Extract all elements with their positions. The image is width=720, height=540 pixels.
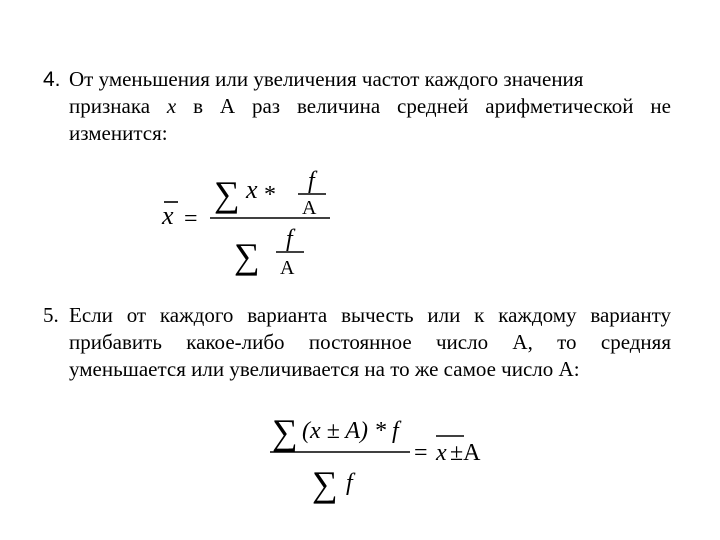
variable-x: x	[166, 94, 177, 118]
numerator-sigma: ∑	[272, 412, 298, 452]
denominator-f: f	[286, 226, 293, 252]
denominator-a: A	[280, 257, 295, 279]
property-item-4	[43, 66, 671, 147]
numerator-x: x	[246, 175, 258, 204]
denominator-sigma: ∑	[234, 236, 260, 276]
item-text-part: в А раз величина средней арифметической не изменится:	[69, 94, 671, 145]
item-text	[69, 66, 671, 147]
denominator-f: f	[346, 470, 353, 496]
numerator-f: f	[308, 168, 315, 194]
formula-equals: =	[184, 206, 198, 232]
denominator-sigma: ∑	[312, 464, 338, 504]
item-text: Если от каждого варианта вычесть или к каждому варианту прибавить какое-либо постоянное число А, то средняя уменьшается или увеличивается на то же самое число А:	[69, 303, 671, 381]
formula-lhs-x: x	[162, 201, 174, 230]
formula-equals: =	[414, 440, 428, 466]
item-number: 4.	[43, 68, 61, 91]
numerator-star: *	[264, 182, 276, 208]
numerator-expression: (x ± A) * f	[302, 418, 399, 444]
numerator-a: A	[302, 197, 317, 219]
item-number: 5.	[43, 303, 59, 327]
rhs-pm-a: ±A	[450, 440, 481, 466]
rhs-x: x	[436, 440, 447, 466]
item-text-line-1: От уменьшения или увеличения частот каждого значения	[69, 67, 584, 91]
formula-mean-shifted-variants	[268, 408, 498, 504]
item-text-part: признака	[69, 94, 167, 118]
formula-mean-scaled-frequencies	[158, 168, 348, 280]
numerator-sigma: ∑	[214, 174, 240, 214]
property-item-5	[43, 302, 671, 383]
